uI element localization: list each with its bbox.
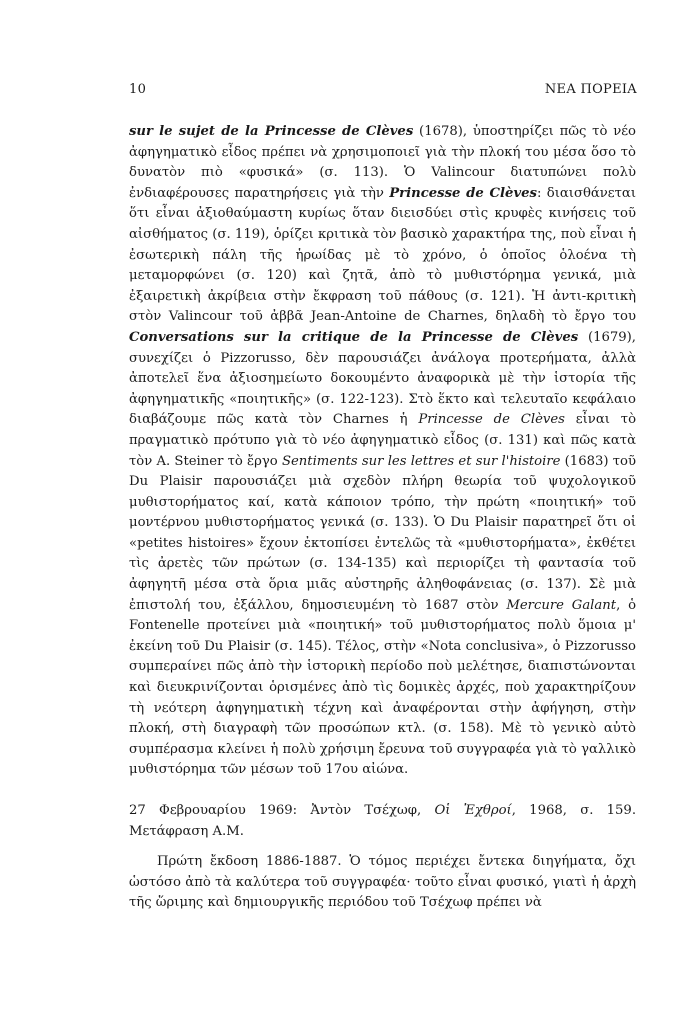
final-paragraph: [129, 852, 636, 914]
entry-heading: [129, 801, 636, 842]
body-text: [129, 122, 636, 914]
entry-text: , 1968, σ. 159. Μετάφραση A.M.: [129, 803, 637, 839]
journal-title: ΝΕΑ ΠΟΡΕΙΑ: [544, 82, 637, 97]
section-gap: [129, 781, 636, 801]
entry-text: 27 Φεβρουαρίου 1969: Ἀντὸν Τσέχωφ,: [129, 803, 435, 818]
page-header: [129, 82, 637, 97]
book-title: Οἱ Ἐχθροί: [434, 803, 512, 818]
book-title: Conversations sur la critique de la Princesse de Clèves: [129, 329, 579, 345]
page-number: 10: [129, 82, 147, 97]
book-title: Mercure Galant: [506, 597, 617, 613]
paragraph-text: (1683) τοῦ Du Plaisir παρουσιάζει μιὰ σχεδὸν πλήρη θεωρία τοῦ ψυχολογικοῦ μυθιστορήματος καί, κατὰ κάποιον τρόπο, τὴν πρώτη «ποιητική» τοῦ μοντέρνου μυθιστορήματος γενικά (σ. 133). Ὁ Du Plaisir παρατηρεῖ ὅτι οἱ «petites histoires» ἔχουν ἐκτοπίσει ἐντελῶς τὰ «μυθιστορήματα», ἐκθέτει τὶς ἀρετὲς τῶν πρώτων (σ. 134-135) καὶ περιορίζει τὴ φαντασία τοῦ ἀφηγητῆ μέσα στὰ ὅρια μιᾶς αὐστηρῆς ἀληθοφάνειας (σ. 137). Σὲ μιὰ ἐπιστολή του, ἐξάλλου, δημοσιευμένη τὸ 1687 στὸν: [129, 453, 636, 613]
book-title: sur le sujet de la Princesse de Clèves: [129, 124, 414, 139]
paragraph-text: : διαισθάνεται ὅτι εἶναι ἀξιοθαύμαστη κυρίως ὅταν διεισδύει στὶς κρυφὲς κινήσεις τοῦ αἰσθήματος (σ. 119), ὁρίζει κριτικὰ τὸν βασικὸ χαρακτήρα της, ποὺ εἶναι ἡ ἐσωτερικὴ πάλη τῆς ἡρωίδας μὲ τὸ χρόνο, ὁ ὁποῖος ὁλοένα τὴ μεταμορφώνει (σ. 120) καὶ ζητᾶ, ἀπὸ τὸ μυθιστόρημα γενικά, μιὰ ἐξαιρετικὴ ἀκρίβεια στὴν ἔκφραση τοῦ πάθους (σ. 121). Ἡ ἀντι-κριτικὴ στὸν Valincour τοῦ ἀββᾶ Jean-Antoine de Charnes, δηλαδὴ τὸ ἔργο του: [129, 185, 637, 325]
section-gap: [129, 842, 636, 852]
paragraph-text: , ὁ Fontenelle προτείνει μιὰ «ποιητική» τοῦ μυθιστορήματος πολὺ ὅμοια μ' ἐκείνη τοῦ Du Plaisir (σ. 145). Τέλος, στὴν «Nota conclusiva», ὁ Pizzorusso συμπεραίνει πῶς ἀπὸ τὴν ἱστορικὴ περίοδο ποὺ μελέτησε, διαπιστώνονται καὶ διευκρινίζονται ὁρισμένες ἀπὸ τὶς δομικὲς ἀρχές, ποὺ χαρακτηρίζουν τὴ νεότερη ἀφηγηματικὴ τέχνη καὶ ἀναφέρονται στὴν ἀφήγηση, στὴν πλοκή, στὴ διαγραφὴ τῶν προσώπων κτλ. (σ. 158). Μὲ τὸ γενικὸ αὐτὸ συμπέρασμα κλείνει ἡ πολὺ χρήσιμη ἔρευνα τοῦ συγγραφέα γιὰ τὸ γαλλικὸ μυθιστόρημα τῶν μέσων τοῦ 17ου αἰώνα.: [129, 597, 637, 778]
book-title: Princesse de Clèves: [389, 185, 537, 201]
paragraph-text: εἶναι τὸ πραγματικὸ πρότυπο γιὰ τὸ νέο ἀφηγηματικὸ εἶδος (σ. 131) καὶ πῶς κατὰ τὸν A. Steiner τὸ ἔργο: [129, 412, 637, 469]
book-title: Princesse de Clèves: [418, 412, 565, 428]
paragraph-text: (1678), ὑποστηρίζει πῶς τὸ νέο ἀφηγηματικὸ εἶδος πρέπει νὰ χρησιμοποιεῖ γιὰ τὴν πλοκή του μέσα ὅσο τὸ δυνατὸν πιὸ «φυσικά» (σ. 113). Ὁ Valincour διατυπώνει πολὺ ἐνδιαφέρουσες παρατηρήσεις γιὰ τὴν: [129, 124, 636, 201]
paragraph-text: Πρώτη ἔκδοση 1886-1887. Ὁ τόμος περιέχει ἔντεκα διηγήματα, ὄχι ὡστόσο ἀπὸ τὰ καλύτερα τοῦ συγγραφέα· τοῦτο εἶναι φυσικό, γιατὶ ἡ ἀρχὴ τῆς ὥριμης καὶ δημιουργικῆς περιόδου τοῦ Τσέχωφ πρέπει νὰ: [129, 854, 636, 911]
review-paragraph: [129, 122, 636, 781]
paragraph-text: (1679), συνεχίζει ὁ Pizzorusso, δὲν παρουσιάζει ἀνάλογα προτερήματα, ἀλλὰ ἀποτελεῖ ἕνα ἀξιοσημείωτο δοκουμέντο ἀναφορικὰ μὲ τὴν ἱστορία τῆς ἀφηγηματικῆς «ποιητικῆς» (σ. 122-123). Στὸ ἕκτο καὶ τελευταῖο κεφάλαιο διαβάζουμε πῶς κατὰ τὸν Charnes ἡ: [129, 329, 636, 428]
book-title: Sentiments sur les lettres et sur l'histoire: [281, 453, 561, 469]
